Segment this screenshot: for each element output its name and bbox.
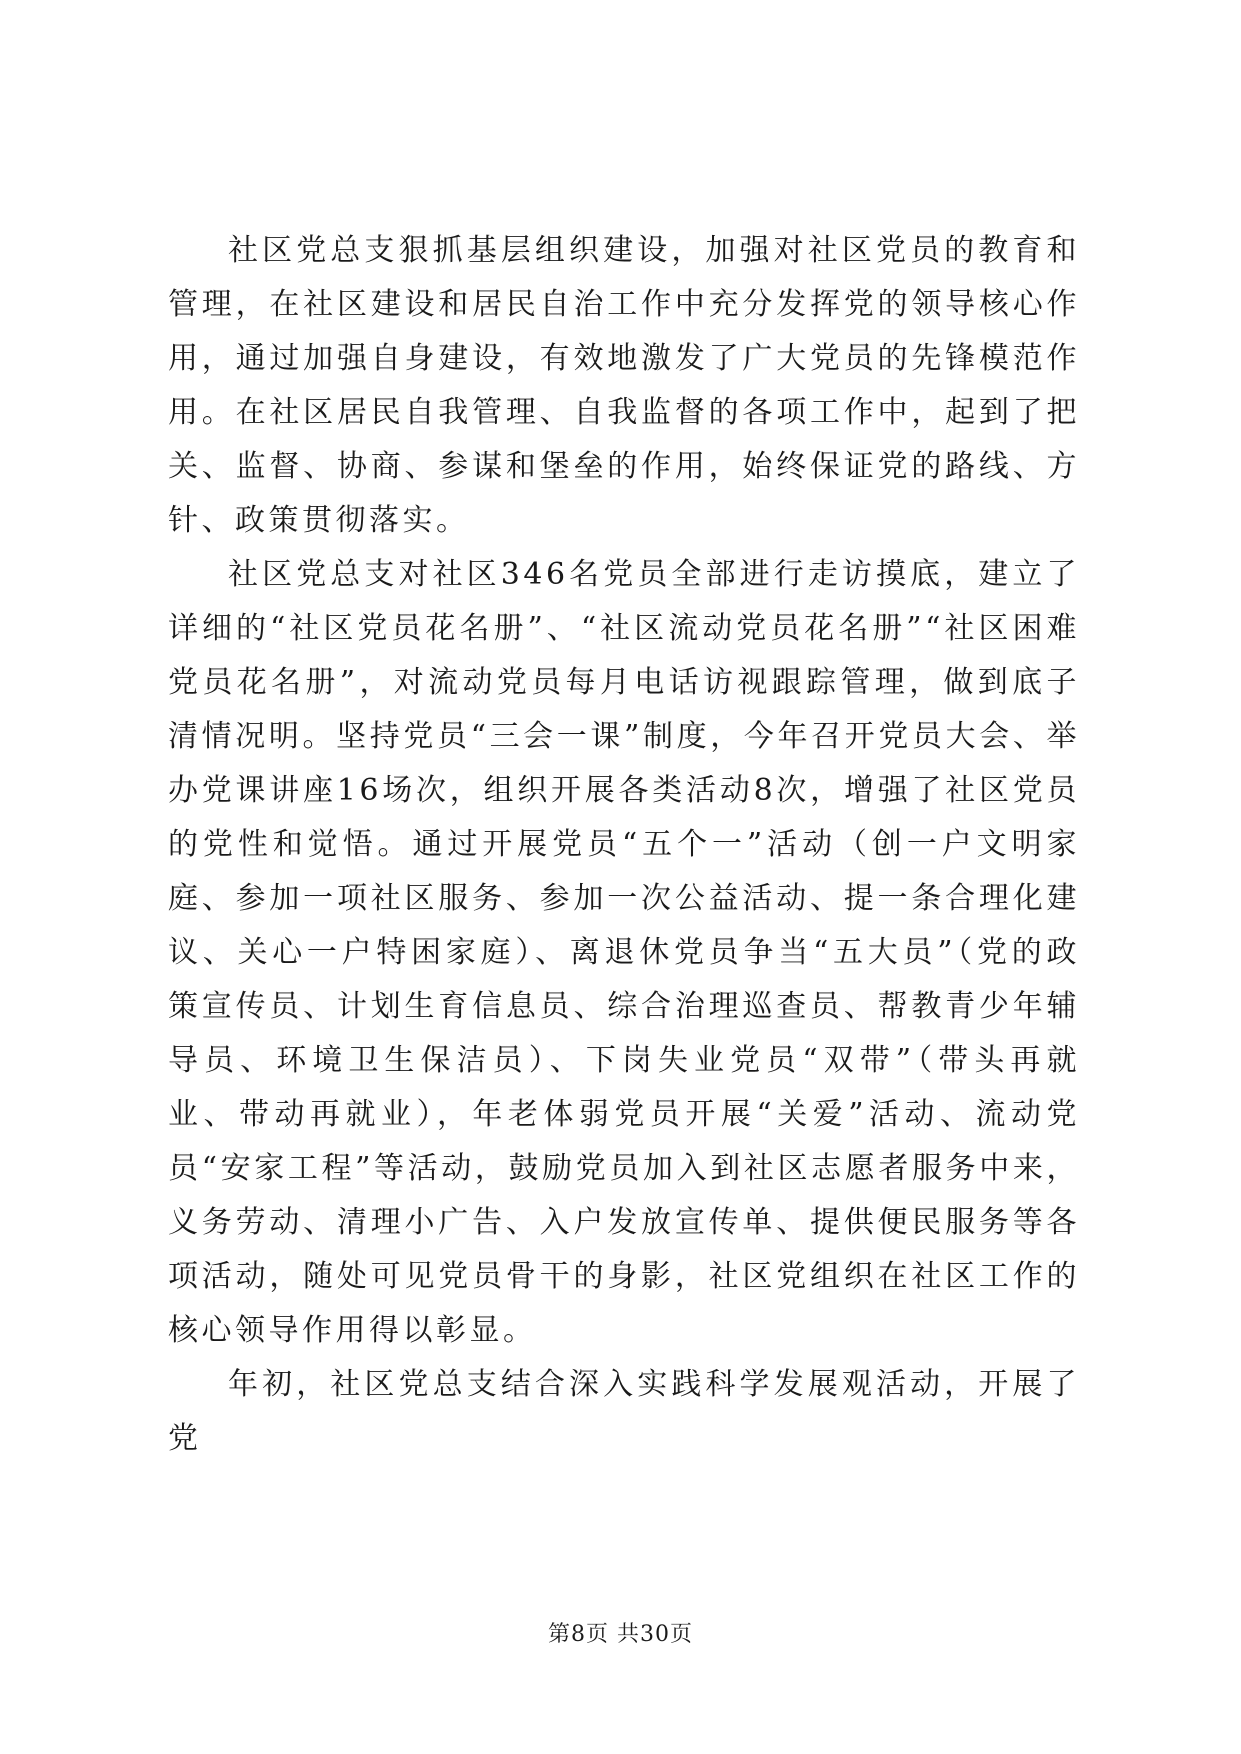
- document-body: [168, 224, 1080, 1466]
- paragraph-2: 社区党总支对社区346名党员全部进行走访摸底，建立了详细的“社区党员花名册”、“社区流动党员花名册”“社区困难党员花名册”，对流动党员每月电话访视跟踪管理，做到底子清情况明。坚持党员“三会一课”制度，今年召开党员大会、举办党课讲座16场次，组织开展各类活动8次，增强了社区党员的党性和觉悟。通过开展党员“五个一”活动（创一户文明家庭、参加一项社区服务、参加一次公益活动、提一条合理化建议、关心一户特困家庭）、离退休党员争当“五大员”（党的政策宣传员、计划生育信息员、综合治理巡查员、帮教青少年辅导员、环境卫生保洁员）、下岗失业党员“双带”（带头再就业、带动再就业），年老体弱党员开展“关爱”活动、流动党员“安家工程”等活动，鼓励党员加入到社区志愿者服务中来，义务劳动、清理小广告、入户发放宣传单、提供便民服务等各项活动，随处可见党员骨干的身影，社区党组织在社区工作的核心领导作用得以彰显。: [168, 557, 1080, 1348]
- paragraph-3: 年初，社区党总支结合深入实践科学发展观活动，开展了党: [168, 1367, 1080, 1456]
- paragraph-1: 社区党总支狠抓基层组织建设，加强对社区党员的教育和管理，在社区建设和居民自治工作中充分发挥党的领导核心作用，通过加强自身建设，有效地激发了广大党员的先锋模范作用。在社区居民自我管理、自我监督的各项工作中，起到了把关、监督、协商、参谋和堡垒的作用，始终保证党的路线、方针、政策贯彻落实。: [168, 233, 1080, 538]
- page-footer: 第8页 共30页: [548, 1622, 693, 1647]
